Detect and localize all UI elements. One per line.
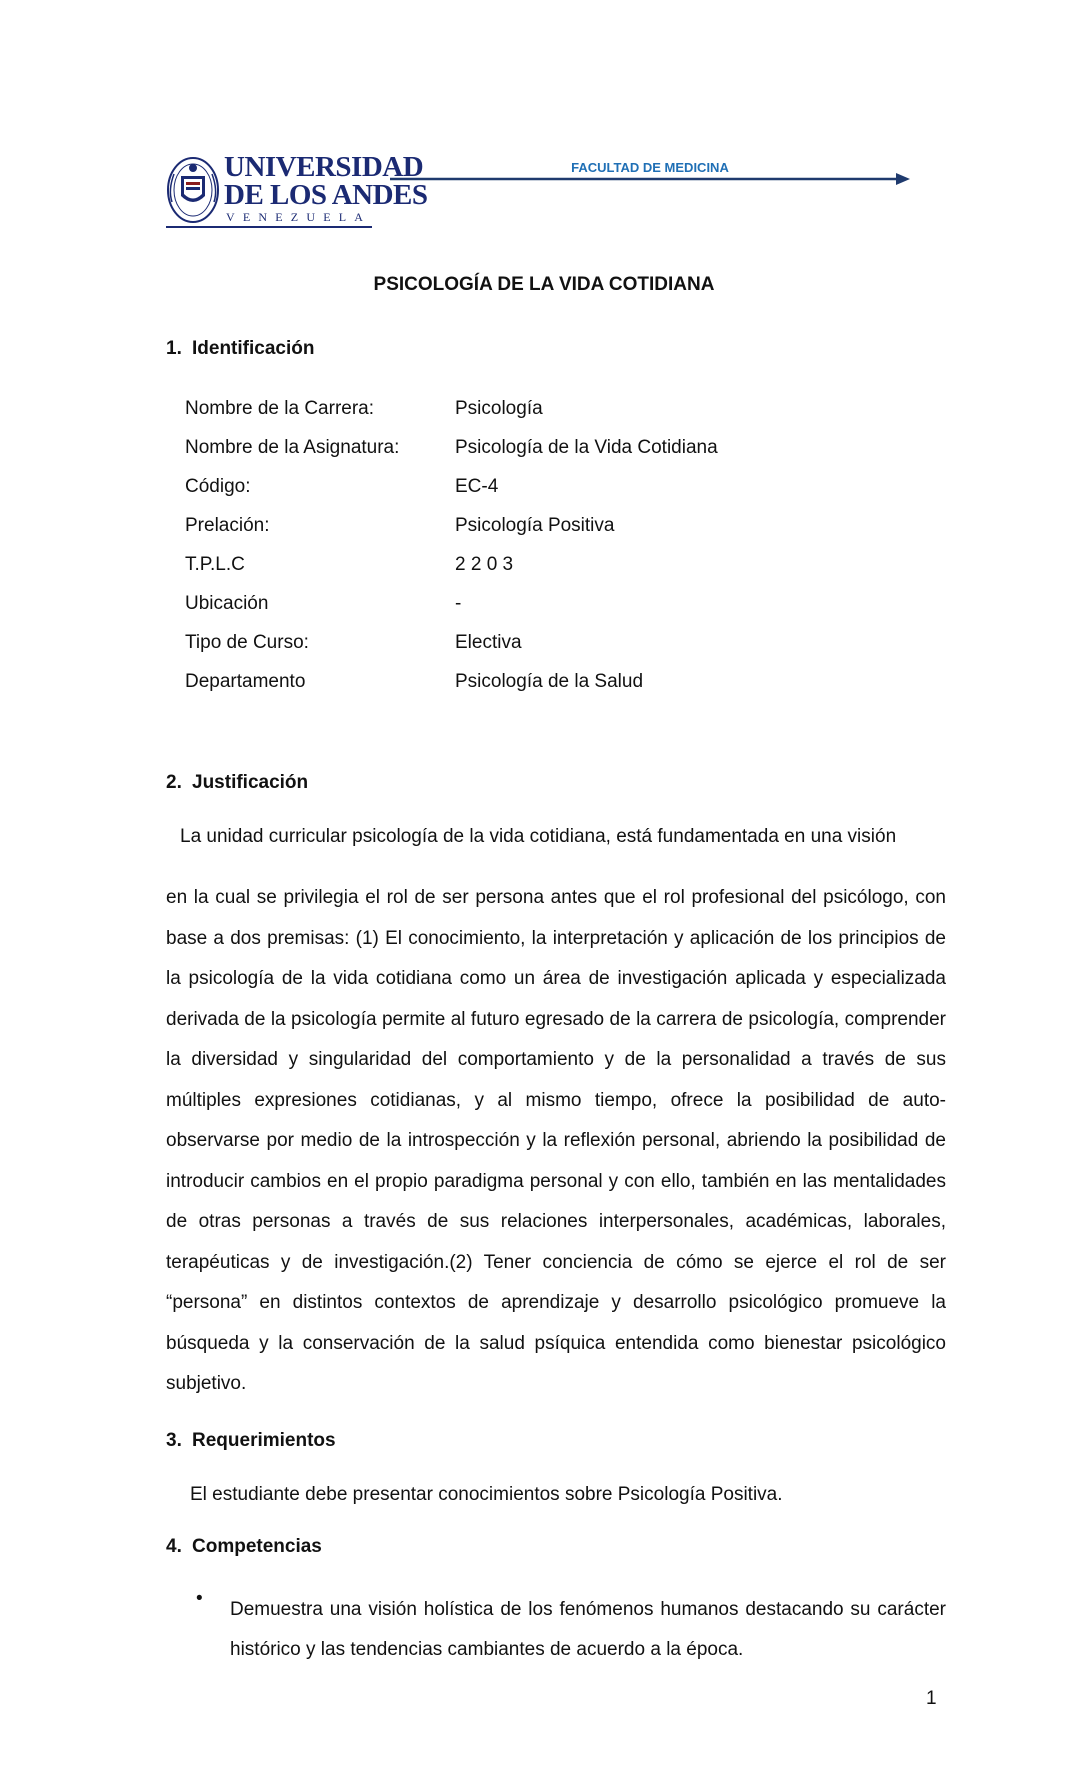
id-label: Departamento [185, 671, 306, 692]
competency-item: Demuestra una visión holística de los fenómenos humanos destacando su carácter histórico y las tendencias cambiantes de acuerdo a la época. [230, 1599, 946, 1660]
id-label: T.P.L.C [185, 554, 245, 575]
justification-first-line: La unidad curricular psicología de la vida cotidiana, está fundamentada en una visión [180, 826, 897, 847]
section-title: Justificación [192, 772, 309, 793]
id-value: Psicología de la Salud [455, 671, 644, 692]
requirements-text: El estudiante debe presentar conocimientos sobre Psicología Positiva. [190, 1484, 783, 1505]
section-heading-justificacion [166, 772, 308, 794]
id-value: Psicología de la Vida Cotidiana [455, 437, 718, 458]
section-number: 2. [166, 772, 182, 793]
id-label: Ubicación [185, 593, 269, 614]
header-arrow-icon [390, 172, 912, 186]
section-title: Requerimientos [192, 1430, 336, 1451]
section-title: Identificación [192, 338, 315, 359]
id-value: EC-4 [455, 476, 499, 497]
section-heading-identificacion [166, 338, 314, 360]
section-number: 1. [166, 338, 182, 359]
id-label: Nombre de la Asignatura: [185, 437, 400, 458]
university-logo [166, 151, 428, 226]
id-label: Código: [185, 476, 251, 497]
crest-icon [166, 154, 220, 224]
id-value: 2 2 0 3 [455, 554, 514, 575]
section-heading-competencias [166, 1536, 322, 1558]
id-value: Psicología [455, 398, 543, 419]
id-label: Tipo de Curso: [185, 632, 309, 653]
id-value: - [455, 593, 462, 614]
page-number: 1 [926, 1688, 937, 1709]
logo-line-3: VENEZUELA [226, 210, 372, 224]
section-heading-requerimientos [166, 1430, 336, 1452]
id-value: Psicología Positiva [455, 515, 615, 536]
justification-paragraph: en la cual se privilegia el rol de ser persona antes que el rol profesional del psicólogo, con base a dos premisas: (1) El conocimiento, la interpretación y aplicación de los principios de la psicología de la vida cotidiana como un área de investigación aplicada y especializada derivada de la psicología permite al futuro egresado de la carrera de psicología, comprender la diversidad y singularidad del comportamiento y de la personalidad a través de sus múltiples expresiones cotidianas, y al mismo tiempo, ofrece la posibilidad de auto-observarse por medio de la introspección y la reflexión personal, abriendo la posibilidad de introducir cambios en el propio paradigma personal y con ello, también en las mentalidades de otras personas a través de sus relaciones interpersonales, académicas, laborales, terapéuticas y de investigación.(2) Tener conciencia de cómo se ejerce el rol de ser “persona” en distintos contextos de aprendizaje y desarrollo psicológico promueve la búsqueda y la conservación de la salud psíquica entendida como bienestar psicológico subjetivo. [166, 887, 946, 1394]
logo-line-2: DE LOS ANDES [224, 179, 428, 211]
id-value: Electiva [455, 632, 522, 653]
document-title: PSICOLOGÍA DE LA VIDA COTIDIANA [373, 274, 715, 295]
section-number: 3. [166, 1430, 182, 1451]
id-label: Nombre de la Carrera: [185, 398, 375, 419]
section-number: 4. [166, 1536, 182, 1557]
logo-underline [166, 226, 372, 228]
logo-line-1: UNIVERSIDAD [224, 151, 424, 183]
id-label: Prelación: [185, 515, 270, 536]
section-title: Competencias [192, 1536, 322, 1557]
faculty-name: FACULTAD DE MEDICINA [571, 160, 729, 175]
bullet-icon: • [196, 1588, 203, 1609]
